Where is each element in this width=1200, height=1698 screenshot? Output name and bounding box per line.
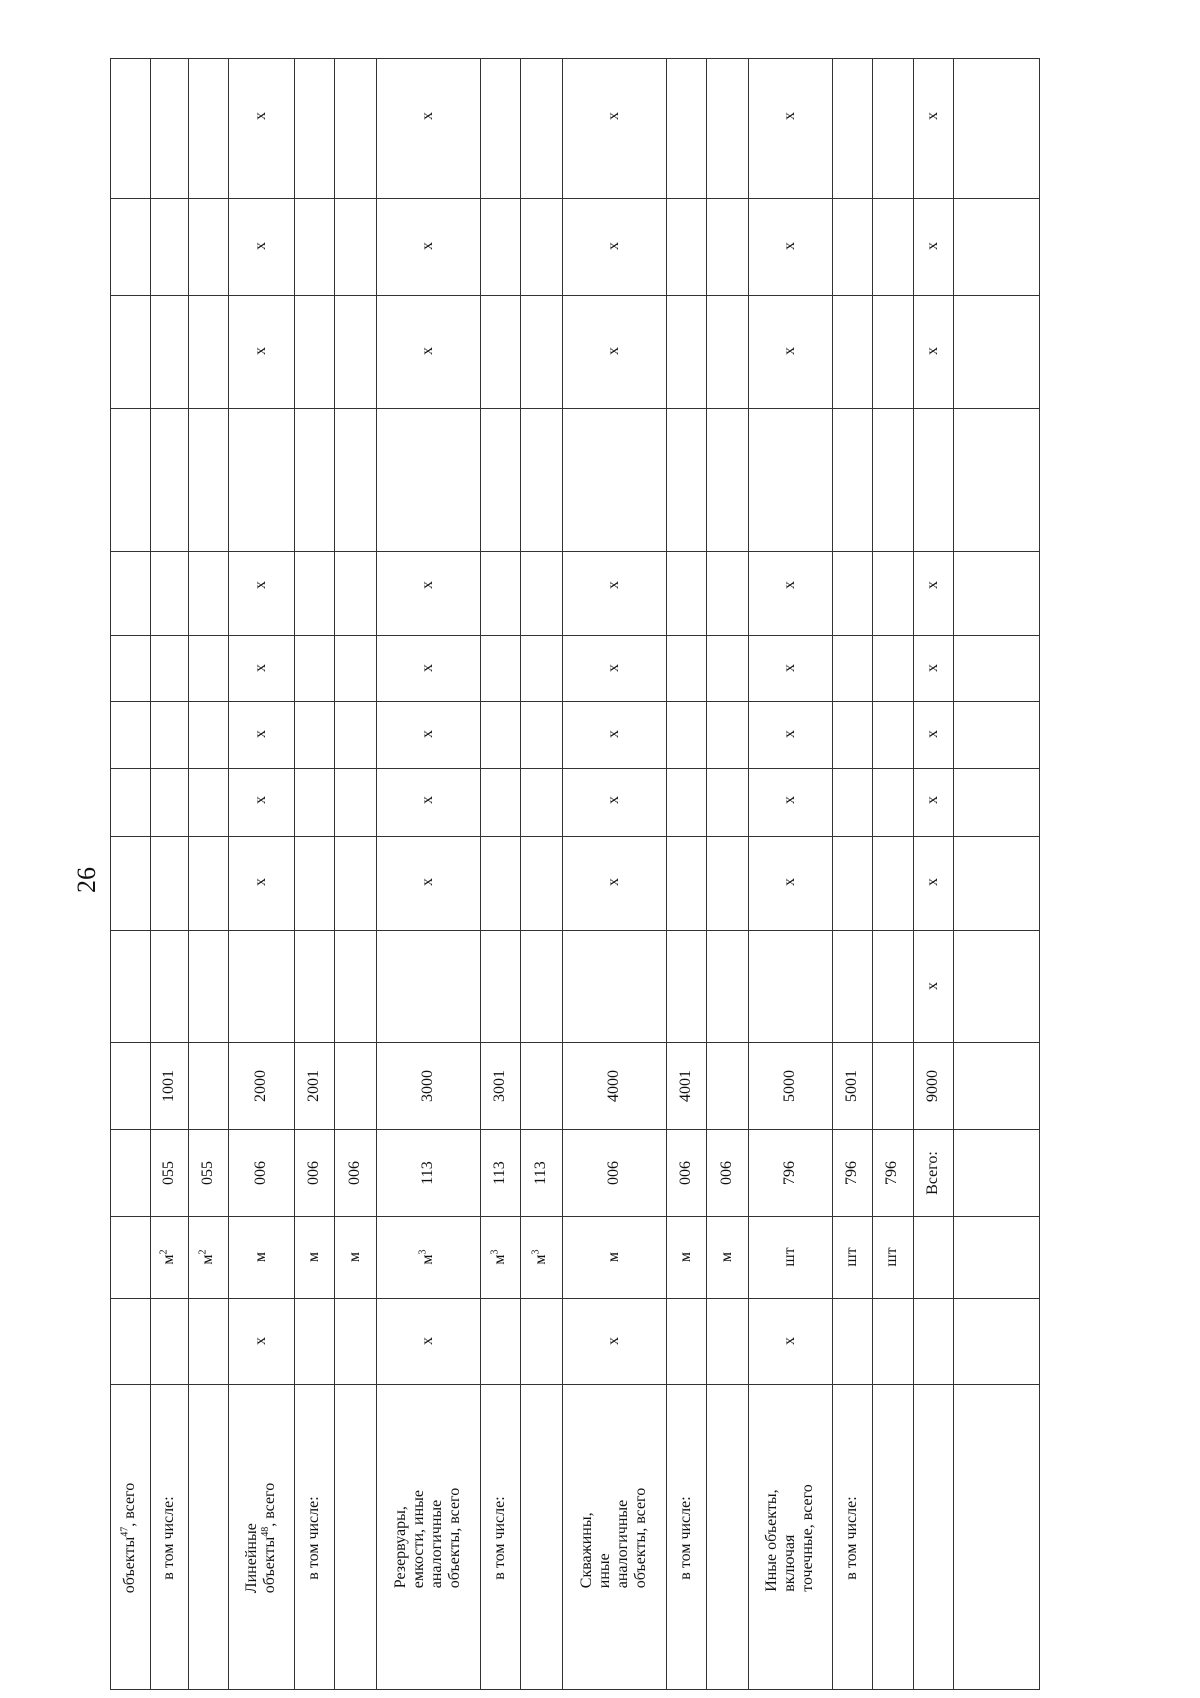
unit-text: м [305,1251,323,1263]
row-label-line: Линейные [243,1523,261,1594]
line-code-cell: 5000 [781,1070,799,1102]
not-applicable-mark: x [252,664,269,672]
not-applicable-mark: x [781,112,798,120]
row-label-line: Резервуары, [392,1506,410,1589]
okei-code-cell: 113 [491,1161,509,1185]
line-code-cell: 9000 [924,1070,942,1102]
row-label [578,1488,650,1588]
not-applicable-mark: x [419,112,436,120]
row-label-line: в том числе: [305,1496,323,1580]
not-applicable-mark: x [252,347,269,355]
row-label [160,1496,178,1579]
not-applicable-mark: x [605,347,622,355]
unit-text: м [160,1254,178,1265]
not-applicable-mark: x [781,581,798,589]
not-applicable-mark: x [252,796,269,804]
unit-text: м [419,1254,437,1265]
line-code-cell: 3000 [419,1070,437,1102]
unit-text: шт [883,1247,901,1267]
row-label [491,1496,509,1579]
row-label-line: объекты, всего [631,1487,649,1589]
not-applicable-mark: x [605,664,622,672]
unit-cell [305,1252,323,1262]
row-label-line: объекты [261,1536,278,1594]
row-label-line: объекты [121,1536,139,1594]
unit-cell [781,1247,799,1266]
row-label-line: точечные, всего [798,1484,816,1592]
unit-cell [605,1252,623,1262]
unit-exponent: 3 [417,1249,429,1255]
unit-exponent: 3 [489,1249,501,1255]
not-applicable-mark: x [419,796,436,804]
not-applicable-mark: x [419,664,436,672]
okei-code-cell: 006 [605,1161,623,1185]
not-applicable-mark: x [781,347,798,355]
row-label-line: емкости, иные [410,1490,428,1589]
unit-cell [677,1252,695,1262]
okei-code-cell: Всего: [924,1151,942,1195]
row-label [843,1496,861,1579]
row-label [677,1496,695,1579]
unit-cell [199,1249,217,1264]
unit-cell [532,1249,550,1264]
row-label-suffix: , всего [121,1482,139,1527]
row-label-line: аналогичные [614,1499,631,1589]
row-flag-mark: x [605,1337,622,1345]
okei-code-cell: 055 [199,1161,217,1185]
row-flag-mark: x [781,1337,798,1345]
row-label-line: в том числе: [677,1496,695,1580]
not-applicable-mark: x [605,112,622,120]
row-label [243,1483,279,1593]
unit-cell [718,1252,736,1262]
line-code-cell: 2001 [305,1070,323,1102]
unit-cell [160,1249,178,1264]
row-label [392,1488,464,1588]
unit-text: м [252,1251,270,1263]
not-applicable-mark: x [419,878,436,886]
not-applicable-mark: x [924,347,941,355]
not-applicable-mark: x [924,581,941,589]
not-applicable-mark: x [924,664,941,672]
unit-text: м [346,1251,364,1263]
not-applicable-mark: x [924,730,941,738]
unit-exponent: 2 [197,1249,209,1255]
okei-code-cell: 796 [883,1161,901,1185]
not-applicable-mark: x [419,347,436,355]
okei-code-cell: 006 [305,1161,323,1185]
not-applicable-mark: x [781,242,798,250]
unit-text: шт [781,1247,799,1267]
unit-cell [491,1249,509,1264]
unit-text: м [199,1254,217,1265]
not-applicable-mark: x [252,112,269,120]
row-label-line: в том числе: [843,1496,861,1580]
not-applicable-mark: x [419,242,436,250]
okei-code-cell: 113 [532,1161,550,1185]
row-label-line: Скважины, [578,1512,596,1589]
unit-text: м [677,1251,695,1263]
row-label [121,1483,139,1593]
row-label-suffix: , всего [261,1482,278,1527]
not-applicable-mark: x [605,730,622,738]
row-label-line: объекты, всего [445,1487,463,1589]
line-code-cell: 4000 [605,1070,623,1102]
not-applicable-mark: x [419,730,436,738]
line-code-cell: 5001 [843,1070,861,1102]
not-applicable-mark: x [924,242,941,250]
not-applicable-mark: x [605,796,622,804]
line-code-cell: 2000 [252,1070,270,1102]
not-applicable-mark: x [605,878,622,886]
not-applicable-mark: x [252,581,269,589]
unit-cell [252,1252,270,1262]
unit-text: м [491,1254,509,1265]
not-applicable-mark: x [781,664,798,672]
line-code-cell: 4001 [677,1070,695,1102]
not-applicable-mark: x [252,730,269,738]
okei-code-cell: 006 [718,1161,736,1185]
unit-exponent: 2 [158,1249,170,1255]
row-label-line: включая [781,1534,799,1592]
row-label-line: иные [596,1553,614,1589]
footnote-mark: 47 [119,1526,131,1537]
not-applicable-mark: x [924,112,941,120]
not-applicable-mark: x [924,982,941,990]
row-label [763,1484,817,1592]
unit-text: м [605,1251,623,1263]
not-applicable-mark: x [252,878,269,886]
not-applicable-mark: x [781,730,798,738]
okei-code-cell: 796 [843,1161,861,1185]
row-label-line: аналогичные [428,1499,445,1589]
unit-cell [346,1252,364,1262]
row-flag-mark: x [252,1337,269,1345]
okei-code-cell: 006 [677,1161,695,1185]
row-flag-mark: x [419,1337,436,1345]
unit-text: м [532,1254,550,1265]
unit-cell [843,1247,861,1266]
page-number: 26 [72,867,101,893]
footnote-mark: 48 [259,1526,271,1537]
okei-code-cell: 006 [346,1161,364,1185]
unit-cell [883,1247,901,1266]
row-label-line: Иные объекты, [763,1489,781,1592]
okei-code-cell: 006 [252,1161,270,1185]
not-applicable-mark: x [924,796,941,804]
not-applicable-mark: x [781,878,798,886]
not-applicable-mark: x [419,581,436,589]
line-code-cell: 3001 [491,1070,509,1102]
not-applicable-mark: x [252,242,269,250]
not-applicable-mark: x [605,581,622,589]
row-label-line: в том числе: [491,1496,509,1580]
okei-code-cell: 113 [419,1161,437,1185]
data-table [110,58,1040,1690]
not-applicable-mark: x [605,242,622,250]
okei-code-cell: 796 [781,1161,799,1185]
unit-exponent: 3 [530,1249,542,1255]
not-applicable-mark: x [781,796,798,804]
line-code-cell: 1001 [160,1070,178,1102]
unit-cell [419,1249,437,1264]
row-label [305,1496,323,1579]
okei-code-cell: 055 [160,1161,178,1185]
row-label-line: в том числе: [160,1496,178,1580]
not-applicable-mark: x [924,878,941,886]
unit-text: шт [843,1247,861,1267]
unit-text: м [718,1251,736,1263]
